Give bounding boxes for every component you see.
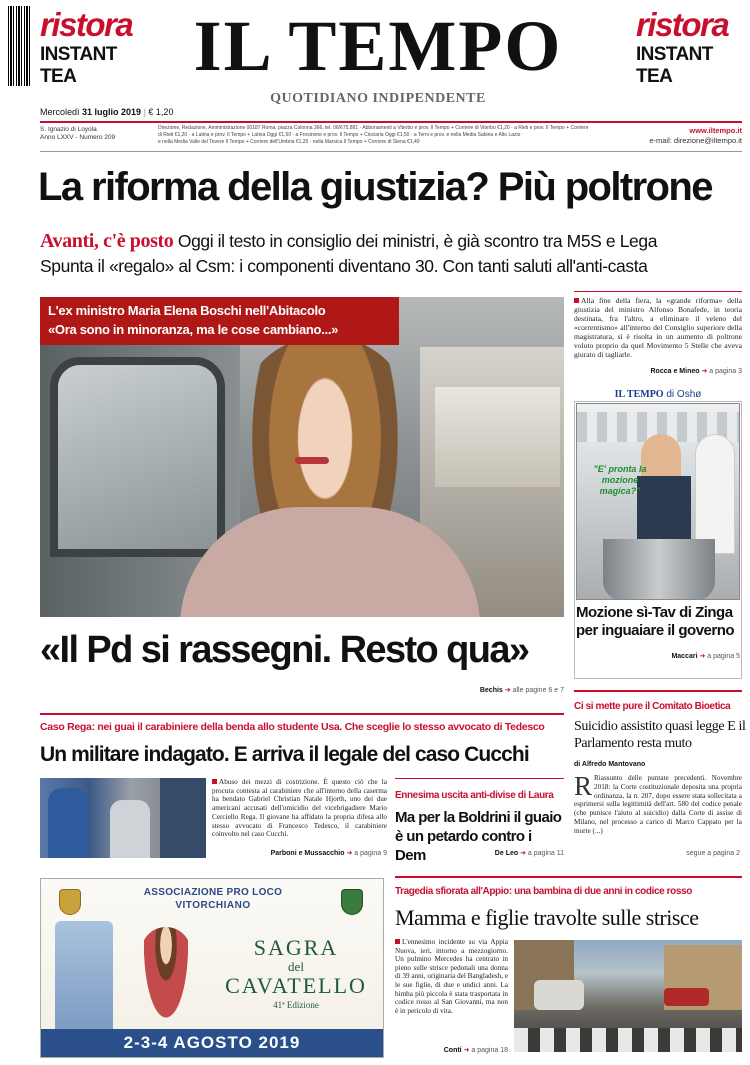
date-line: Mercoledì 31 luglio 2019 | € 1,20 xyxy=(40,107,174,117)
woman-illustration xyxy=(141,927,191,1027)
boschi-photo[interactable] xyxy=(40,297,564,617)
rega-authors: Parboni e Mussacchio xyxy=(270,850,345,857)
issue-info xyxy=(40,126,150,142)
boldrini-kicker: Ennesima uscita anti-divise di Laura xyxy=(395,790,554,801)
oshe-speech-balloon: "E' pronta la mozione magica?" xyxy=(593,464,647,496)
sagra-dates: 2-3-4 AGOSTO 2019 xyxy=(41,1029,383,1057)
appia-body: L'ennesimo incidente su via Appia Nuova, ieri, intorno a mezzogiorno. Un pulmino Mercedes ha centrato in pieno sulle strisce pedonali una donna di 39 anni, originaria del Bangladesh, e le sue figlie, di due e undici anni. La bimba più piccola è stata trasportata in codice rosso al San Giovanni, ma non è in pericolo di vita. xyxy=(395,938,508,1015)
contacts-block: Direzione, Redazione, Amministrazione 00187 Roma, piazza Colonna 366, tel. 06/675.881 · Abbonamenti a Viterbo e prov. Il Tempo + Corriere di Viterbo €1,20 · a Rieti e prov. Il Tempo + Corriere di Rieti €1,20 · a Latina e prov. Il Tempo + Latina Oggi €1,50 · a Frosinone e prov. Il Tempo + Ciociaria Oggi €1,50 · a Terni e prov. e nella Media Sabina e Alto Lazio e nella Media Valle del Tevere Il Tempo + Corriere dell'Umbria €1,20 · nella Marsica Il Tempo + Corriere di Siena €1,40 xyxy=(158,125,589,145)
oshe-brand: IL TEMPO xyxy=(614,389,664,400)
sagra-title: SAGRA xyxy=(253,935,339,960)
ristora-logo: ristora xyxy=(40,6,133,43)
barcode xyxy=(8,6,30,86)
rega-kicker: Caso Rega: nei guai il carabiniere della benda allo studente Usa. Che sceglie lo stesso avvocato di Tedesco xyxy=(40,721,545,733)
oshe-page-ref: a pagina 5 xyxy=(707,653,740,660)
lead-deck-line2: Spunta il «regalo» al Csm: i componenti diventano 30. Con tanti saluti all'anti-casta xyxy=(40,256,648,276)
website-link[interactable]: www.iltempo.it xyxy=(689,126,742,135)
divider xyxy=(395,876,742,878)
town-name: VITORCHIANO xyxy=(175,900,251,911)
arrow-right-icon: ➜ xyxy=(504,687,511,694)
boschi-author: Bechis xyxy=(479,687,503,694)
masthead-rule xyxy=(40,121,742,123)
arrow-right-icon: ➜ xyxy=(701,368,708,375)
ad-ristora-left[interactable] xyxy=(40,6,148,96)
sagra-del: del xyxy=(288,959,304,974)
divider xyxy=(574,291,742,292)
divider xyxy=(574,690,742,692)
bioetica-author: di Alfredo Mantovano xyxy=(574,761,646,768)
oshe-author: di Oshø xyxy=(666,389,702,400)
square-bullet-icon xyxy=(574,298,579,303)
rega-ref xyxy=(212,849,387,857)
square-bullet-icon xyxy=(395,939,400,944)
rega-page-ref: a pagina 9 xyxy=(354,850,387,857)
bioetica-body: R Riassunto delle puntate precedenti. Novembre 2018: la Corte costituzionale deposita una propria ordinanza, la n. 207, dopo essere stata sollecitata a esprimersi sulla legittimità dell'art. 580 del codice penale (che punisce l'aiuto al suicidio) dalla Corte di assise di Milano, nel processo a carico di Marco Cappato per la morte (...) xyxy=(574,771,742,835)
oshe-frame xyxy=(574,401,742,679)
date-day: 31 luglio 2019 xyxy=(82,107,142,117)
date-weekday: Mercoledì xyxy=(40,107,80,117)
appia-ref xyxy=(395,1046,508,1054)
arrow-right-icon: ➜ xyxy=(699,653,706,660)
rega-photo[interactable] xyxy=(40,778,206,858)
boschi-overlay-line2: «Ora sono in minoranza, ma le cose cambiano...» xyxy=(48,322,339,337)
boschi-page-ref: alle pagine 6 e 7 xyxy=(512,687,564,694)
assoc-name: ASSOCIAZIONE PRO LOCO xyxy=(143,887,283,898)
divider xyxy=(40,151,742,152)
boschi-overlay xyxy=(40,297,399,345)
appia-author: Conti xyxy=(443,1047,462,1054)
masthead-title: IL TEMPO xyxy=(193,6,563,86)
bioetica-kicker: Ci si mette pure il Comitato Bioetica xyxy=(574,701,731,712)
appia-kicker: Tragedia sfiorata all'Appio: una bambina di due anni in codice rosso xyxy=(395,886,692,897)
drop-cap: R xyxy=(574,771,593,801)
boschi-headline[interactable]: «Il Pd si rassegni. Resto qua» xyxy=(40,629,529,671)
appia-headline[interactable]: Mamma e figlie travolte sulle strisce xyxy=(395,905,699,930)
lead-deck xyxy=(40,229,750,279)
issue-number: Anno LXXV - Numero 209 xyxy=(40,134,116,141)
boschi-overlay-line1: L'ex ministro Maria Elena Boschi nell'Abitacolo xyxy=(48,303,326,318)
divider xyxy=(395,778,564,779)
appia-photo[interactable] xyxy=(514,940,742,1052)
ad-sagra-cavatello[interactable] xyxy=(40,878,384,1058)
arrow-right-icon: ➜ xyxy=(520,850,526,857)
masthead-subtitle: QUOTIDIANO INDIPENDENTE xyxy=(270,91,486,106)
bioetica-headline[interactable]: Suicidio assistito quasi legge E il Parlamento resta muto xyxy=(574,719,746,751)
arrow-right-icon: ➜ xyxy=(463,1047,470,1054)
rega-headline[interactable]: Un militare indagato. E arriva il legale del caso Cucchi xyxy=(40,743,529,766)
oshe-author-name: Maccari xyxy=(671,653,698,660)
coat-of-arms-icon xyxy=(341,889,363,915)
bioetica-ref xyxy=(574,850,740,857)
bioetica-page-ref: segue a pagina 2 xyxy=(686,850,740,857)
coat-of-arms-icon xyxy=(59,889,81,915)
lead-deck-line1: Oggi il testo in consiglio dei ministri, è già scontro tra M5S e Lega xyxy=(177,231,658,251)
lead-page-ref: a pagina 3 xyxy=(709,368,742,375)
boldrini-ref xyxy=(395,849,564,857)
divider xyxy=(40,713,564,715)
boldrini-author: De Leo xyxy=(494,850,519,857)
saint-of-day: S. Ignazio di Loyola xyxy=(40,126,97,133)
lead-ref xyxy=(574,367,742,375)
oshe-headline[interactable]: Mozione sì-Tav di Zinga per inguaiare il governo xyxy=(576,604,735,639)
instant-tea-label: INSTANT TEA xyxy=(636,44,713,87)
ad-ristora-right[interactable] xyxy=(636,6,744,96)
instant-tea-label: INSTANT TEA xyxy=(40,44,117,87)
boschi-ref xyxy=(300,686,564,694)
ristora-logo: ristora xyxy=(636,6,729,43)
lead-authors: Rocca e Mineo xyxy=(650,368,700,375)
lead-kicker: Avanti, c'è posto xyxy=(40,230,174,252)
website-block xyxy=(620,126,742,146)
arrow-right-icon: ➜ xyxy=(346,850,353,857)
appia-page-ref: a pagina 18 xyxy=(471,1047,508,1054)
sagra-cavatello: CAVATELLO xyxy=(225,973,367,998)
lead-headline[interactable]: La riforma della giustizia? Più poltrone xyxy=(38,165,712,209)
square-bullet-icon xyxy=(212,779,217,784)
boldrini-page-ref: a pagina 11 xyxy=(527,850,564,857)
oshe-label xyxy=(574,389,742,400)
rega-body: Abuso dei mezzi di costrizione. È questo ciò che la procura contesta al carabiniere che all'interno della caserma ha bendato Gabriel Christian Natale Hjorth, uno dei due americani accusati dell'omicidio del vicebrigadiere Mario Cerciello Rega. Il giovane ha affidato la propria difesa allo stesso avvocato di Francesco Tedesco, il carabiniere coinvolto nel caso Cucchi. xyxy=(212,778,387,839)
sagra-edition: 41ª Edizione xyxy=(273,1000,319,1010)
boldrini-headline[interactable]: Ma per la Boldrini il guaio è un petardo contro i Dem xyxy=(395,809,562,864)
price: € 1,20 xyxy=(148,107,174,117)
email-link[interactable]: e-mail: direzione@iltempo.it xyxy=(649,136,742,145)
lead-body: Alla fine della fiera, la «grande riforma» della giustizia del ministro Alfonso Bonafede, in teoria destinata, fra l'altro, a eliminare il veleno del «correntismo» all'interno del Consiglio superiore della magistratura, si è risolta in un aumento di poltrone voluto proprio da quel Movimento 5 Stelle che aveva giurato di tagliarle. xyxy=(574,296,742,359)
castle-illustration xyxy=(55,921,113,1029)
